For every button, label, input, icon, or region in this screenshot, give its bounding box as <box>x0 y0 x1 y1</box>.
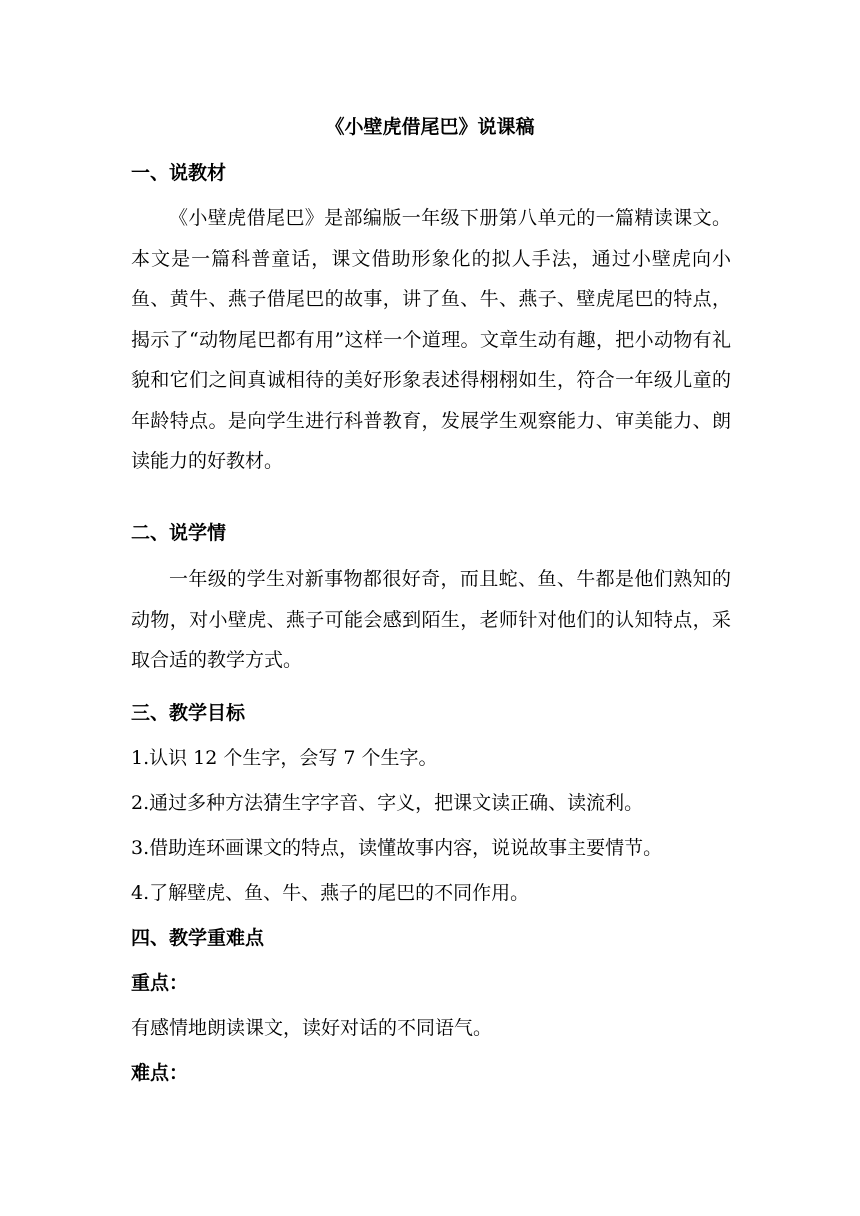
focus-label: 重点： <box>131 972 189 994</box>
section-heading-textbook: 一、说教材 <box>131 162 227 184</box>
objective-item-2: 2.通过多种方法猜生字字音、字义，把课文读正确、读流利。 <box>131 792 644 814</box>
difficulty-label: 难点： <box>131 1062 189 1084</box>
section-heading-key-points: 四、教学重难点 <box>131 927 265 949</box>
textbook-paragraph: 《小壁虎借尾巴》是部编版一年级下册第八单元的一篇精读课文。本文是一篇科普童话，课文借助形象化的拟人手法，通过小壁虎向小鱼、黄牛、燕子借尾巴的故事，讲了鱼、牛、燕子、壁虎尾巴的特点，揭示了“动物尾巴都有用”这样一个道理。文章生动有趣，把小动物有礼貌和它们之间真诚相待的美好形象表述得栩栩如生，符合一年级儿童的年龄特点。是向学生进行科普教育，发展学生观察能力、审美能力、朗读能力的好教材。 <box>131 207 731 472</box>
focus-text: 有感情地朗读课文，读好对话的不同语气。 <box>131 1017 493 1039</box>
document-title: 《小壁虎借尾巴》说课稿 <box>325 116 535 138</box>
objective-item-1: 1.认识 12 个生字，会写 7 个生字。 <box>131 747 438 769</box>
section-heading-students: 二、说学情 <box>131 522 227 544</box>
students-paragraph: 一年级的学生对新事物都很好奇，而且蛇、鱼、牛都是他们熟知的动物，对小壁虎、燕子可能会感到陌生，老师针对他们的认知特点，采取合适的教学方式。 <box>131 568 731 671</box>
objective-item-4: 4.了解壁虎、鱼、牛、燕子的尾巴的不同作用。 <box>131 882 530 904</box>
section-heading-objectives: 三、教学目标 <box>131 702 246 724</box>
objective-item-3: 3.借助连环画课文的特点，读懂故事内容，说说故事主要情节。 <box>131 837 663 859</box>
